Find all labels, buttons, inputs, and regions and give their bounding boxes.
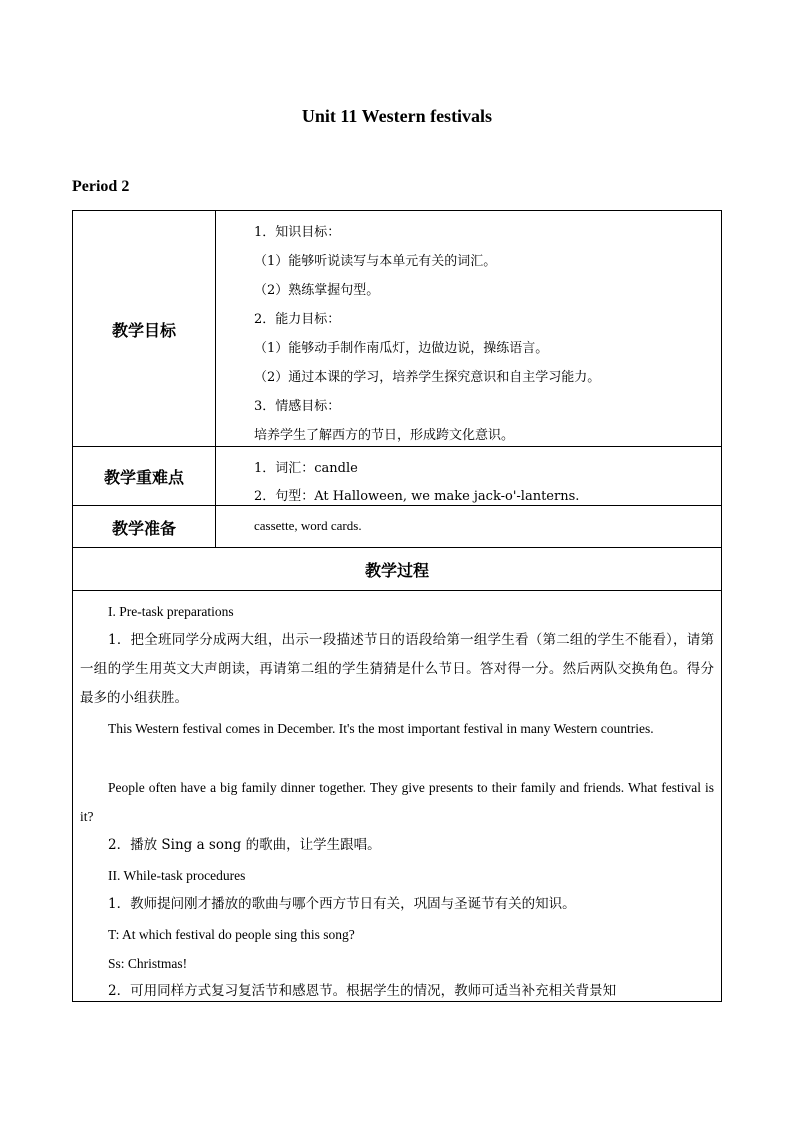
document-title: Unit 11 Western festivals [301,106,493,126]
row-divider [73,505,721,506]
objective-line: 培养学生了解西方的节日，形成跨文化意识。 [254,428,515,443]
process-paragraph: People often have a big family dinner together. They give presents to their family and friends. What festival is it? [80,780,714,824]
preparation-text: cassette, word cards. [254,518,362,533]
key-points-label: 教学重难点 [103,468,184,487]
label-column-divider [215,211,216,548]
process-paragraph: I. Pre-task preparations [108,604,234,619]
objective-line: （2）熟练掌握句型。 [254,283,380,298]
objective-line: （1）能够动手制作南瓜灯，边做边说，操练语言。 [254,341,549,356]
process-paragraph: Ss: Christmas! [108,956,188,971]
objectives-label: 教学目标 [111,321,176,340]
process-heading: 教学过程 [364,561,429,580]
row-divider [73,547,721,548]
key-point-line: 2．句型：At Halloween, we make jack-o'-lanterns. [254,489,580,504]
process-paragraph: 2．可用同样方式复习复活节和感恩节。根据学生的情况，教师可适当补充相关背景知 [108,983,617,999]
objective-line: （1）能够听说读写与本单元有关的词汇。 [254,254,497,269]
preparation-label: 教学准备 [111,519,176,538]
key-point-line: 1．词汇：candle [254,461,358,476]
process-paragraph: 1．教师提问刚才播放的歌曲与哪个西方节日有关，巩固与圣诞节有关的知识。 [108,896,576,912]
lesson-plan-table [72,210,722,1002]
objective-line: 1．知识目标： [254,225,341,240]
process-paragraph: 1．把全班同学分成两大组，出示一段描述节日的语段给第一组学生看（第二组的学生不能看），请第一组的学生用英文大声朗读，再请第二组的学生猜猜是什么节日。答对得一分。然后两队交换角色。得分最多的小组获胜。 [80,632,714,706]
row-divider [73,590,721,591]
process-paragraph: T: At which festival do people sing this song? [108,927,355,942]
period-heading: Period 2 [72,178,130,195]
process-paragraph: 2．播放 Sing a song 的歌曲，让学生跟唱。 [108,837,381,853]
row-divider [73,446,721,447]
process-paragraph: II. While-task procedures [108,868,246,883]
objective-line: 3．情感目标： [254,399,341,414]
objective-line: 2．能力目标： [254,312,341,327]
objective-line: （2）通过本课的学习，培养学生探究意识和自主学习能力。 [254,370,601,385]
process-paragraph: This Western festival comes in December. It's the most important festival in many Western countries. [108,721,654,736]
